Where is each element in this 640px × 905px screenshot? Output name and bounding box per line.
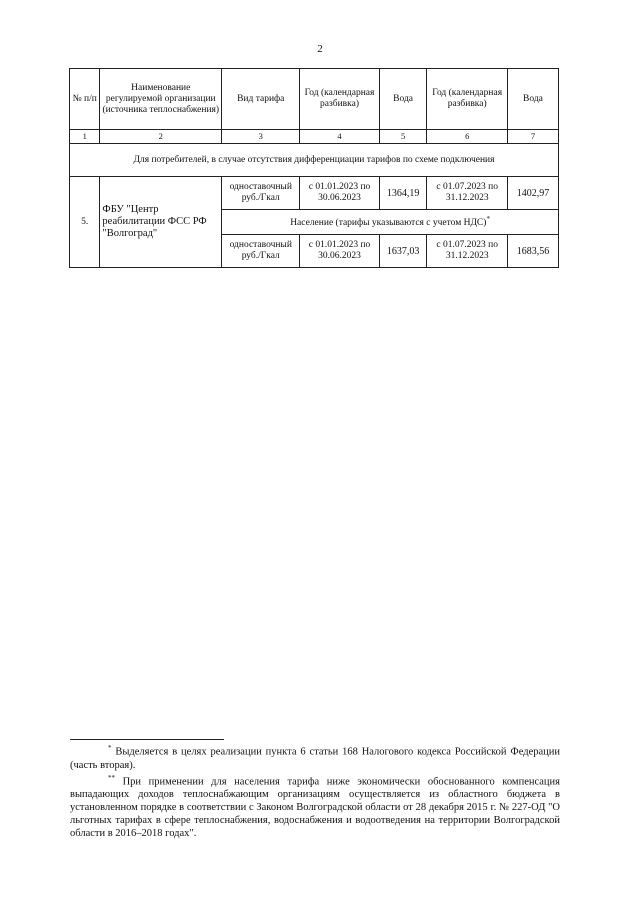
period-cell: с 01.07.2023 по 31.12.2023 [427,177,507,210]
value-cell: 1683,56 [507,235,558,268]
organization-name: ФБУ "Центр реабилитации ФСС РФ "Волгоград" [100,177,222,268]
column-number: 5 [379,130,427,144]
footnote-text: При применении для населения тарифа ниже экономически обоснованного компенсация выпадающих доходов теплоснабжающим организациям осуществляется из областного бюджета в установленном порядке в соответствии с Законом Волгоградской области от 28 декабря 2015 г. № 227-ОД "О льготных тарифах в сфере теплоснабжения, водоснабжения и водоотведения на территории Волгоградской области в 2016–2018 годах". [70,776,560,839]
value-cell: 1364,19 [379,177,427,210]
header-year-1: Год (календарная разбивка) [300,69,379,130]
period-cell: с 01.01.2023 по 30.06.2023 [300,177,379,210]
column-number: 3 [222,130,300,144]
period-cell: с 01.01.2023 по 30.06.2023 [300,235,379,268]
population-label: Население (тарифы указываются с учетом НДС) [290,218,487,229]
header-row [70,69,559,130]
header-org: Наименование регулируемой организации (источника теплоснабжения) [100,69,222,130]
tariff-type: одноставочный руб./Гкал [222,177,300,210]
column-number-row [70,130,559,144]
column-number: 6 [427,130,507,144]
column-number: 4 [300,130,379,144]
footnote-mark: * [108,744,112,752]
tariff-table [69,68,559,268]
footnote-mark: ** [108,773,115,782]
section-row [70,144,559,177]
footnote-text: Выделяется в целях реализации пункта 6 статьи 168 Налогового кодекса Российской Федерации (часть вторая). [70,746,560,771]
column-number: 1 [70,130,100,144]
section-title: Для потребителей, в случае отсутствия дифференциации тарифов по схеме подключения [70,144,559,177]
header-year-2: Год (календарная разбивка) [427,69,507,130]
footnote [70,772,560,841]
column-number: 7 [507,130,558,144]
table-row [70,177,559,210]
column-number: 2 [100,130,222,144]
row-number: 5. [70,177,100,268]
population-label-cell [222,210,559,235]
footnotes [70,742,560,840]
header-water-2: Вода [507,69,558,130]
header-num: № п/п [70,69,100,130]
tariff-type: одноставочный руб./Гкал [222,235,300,268]
footnote-divider [70,739,224,740]
footnote-mark: * [486,215,490,224]
footnote [70,742,560,772]
period-cell: с 01.07.2023 по 31.12.2023 [427,235,507,268]
value-cell: 1637,03 [379,235,427,268]
value-cell: 1402,97 [507,177,558,210]
page-number: 2 [317,43,323,55]
header-tariff-type: Вид тарифа [222,69,300,130]
header-water-1: Вода [379,69,427,130]
